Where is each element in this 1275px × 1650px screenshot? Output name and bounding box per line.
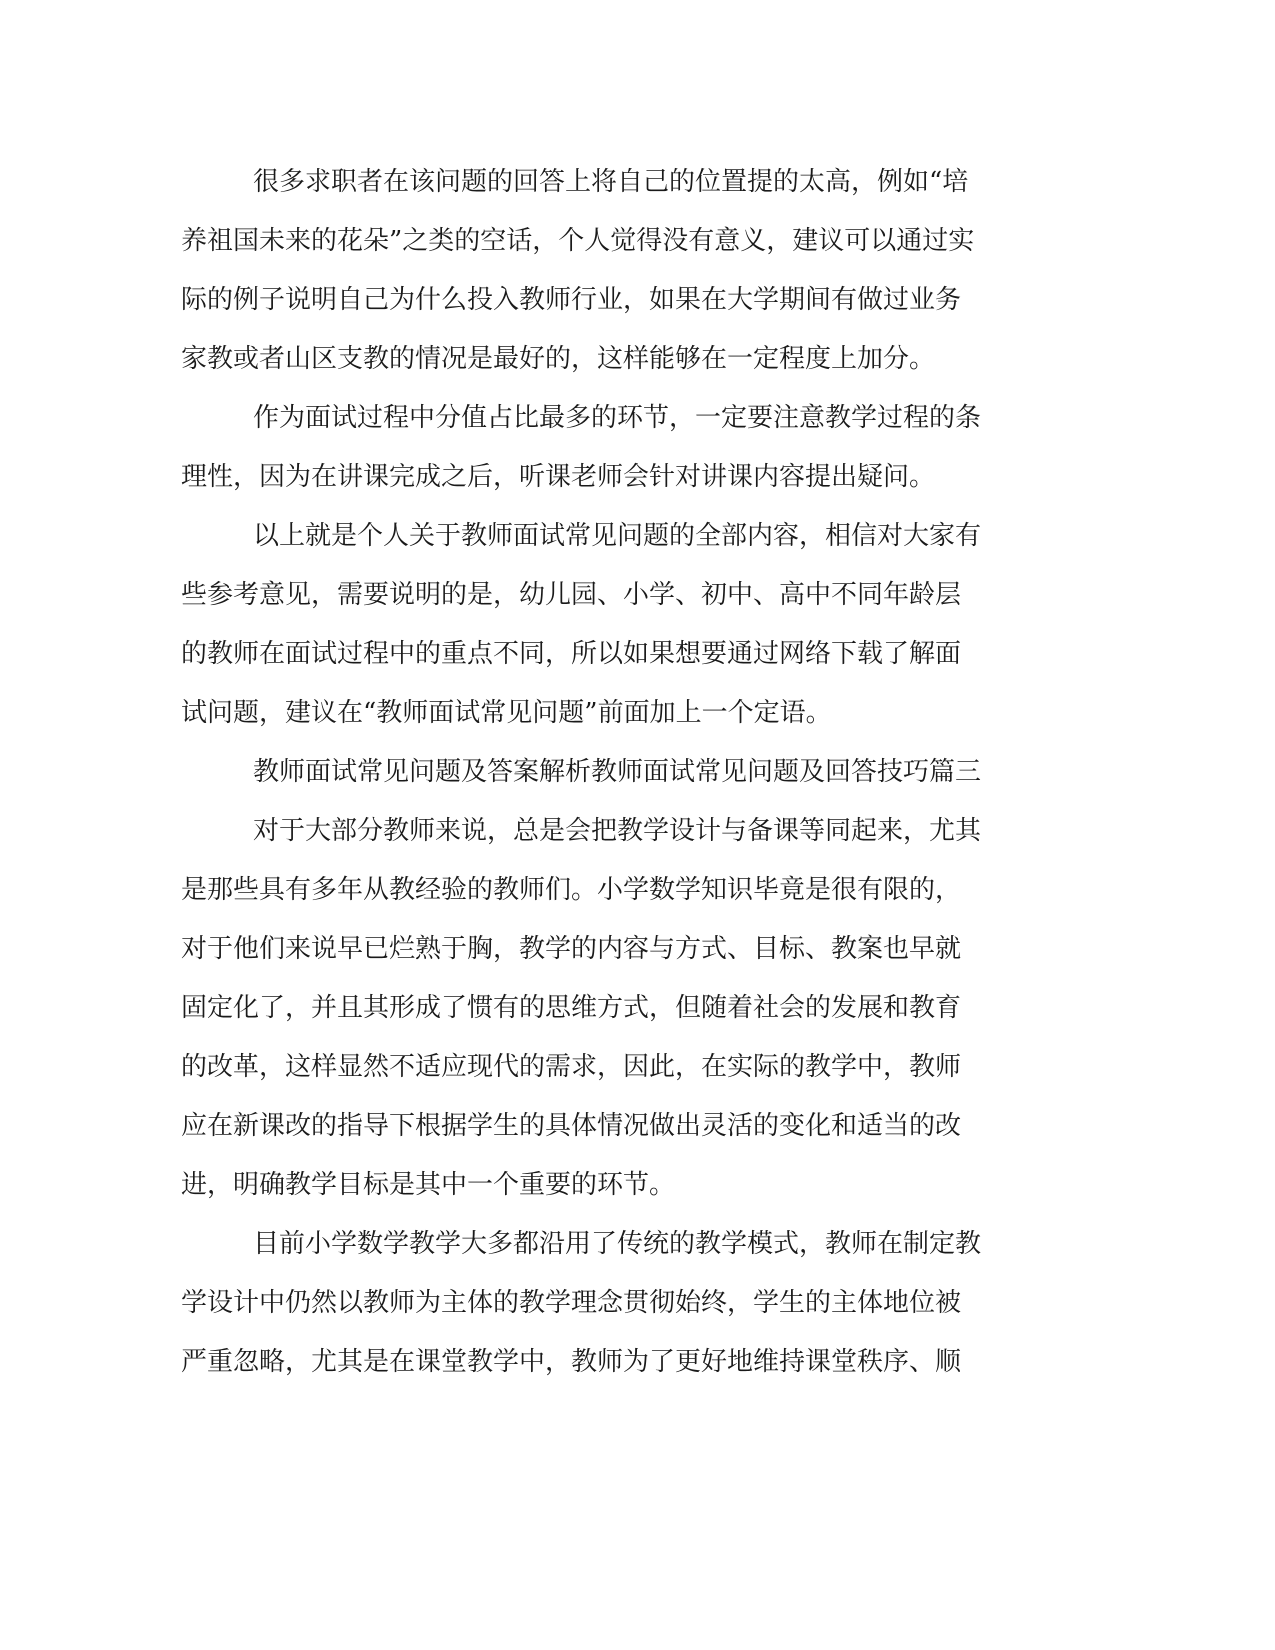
text-line: 些参考意见，需要说明的是，幼儿园、小学、初中、高中不同年龄层 [181,580,962,610]
text-line: 家教或者山区支教的情况是最好的，这样能够在一定程度上加分。 [181,344,936,374]
text-line: 学设计中仍然以教师为主体的教学理念贯彻始终，学生的主体地位被 [181,1288,962,1318]
text-line: 很多求职者在该问题的回答上将自己的位置提的太高，例如“培 [253,167,969,197]
text-line: 是那些具有多年从教经验的教师们。小学数学知识毕竟是很有限的， [181,875,962,905]
text-line: 养祖国未来的花朵”之类的空话，个人觉得没有意义，建议可以通过实 [181,226,975,256]
text-line: 的教师在面试过程中的重点不同，所以如果想要通过网络下载了解面 [181,639,962,669]
text-line: 严重忽略，尤其是在课堂教学中，教师为了更好地维持课堂秩序、顺 [181,1347,962,1377]
text-line: 目前小学数学教学大多都沿用了传统的教学模式，教师在制定教 [253,1229,982,1259]
text-line: 固定化了，并且其形成了惯有的思维方式，但随着社会的发展和教育 [181,993,962,1023]
text-line: 的改革，这样显然不适应现代的需求，因此，在实际的教学中，教师 [181,1052,962,1082]
section-heading: 教师面试常见问题及答案解析教师面试常见问题及回答技巧篇三 [253,757,982,787]
text-line: 作为面试过程中分值占比最多的环节，一定要注意教学过程的条 [253,403,982,433]
text-line: 际的例子说明自己为什么投入教师行业，如果在大学期间有做过业务 [181,285,962,315]
text-line: 应在新课改的指导下根据学生的具体情况做出灵活的变化和适当的改 [181,1111,962,1141]
text-line: 对于他们来说早已烂熟于胸，教学的内容与方式、目标、教案也早就 [181,934,962,964]
text-line: 试问题，建议在“教师面试常见问题”前面加上一个定语。 [181,698,832,728]
text-line: 理性，因为在讲课完成之后，听课老师会针对讲课内容提出疑问。 [181,462,936,492]
text-line: 以上就是个人关于教师面试常见问题的全部内容，相信对大家有 [253,521,982,551]
text-line: 进，明确教学目标是其中一个重要的环节。 [181,1170,676,1200]
text-line: 对于大部分教师来说，总是会把教学设计与备课等同起来，尤其 [253,816,982,846]
